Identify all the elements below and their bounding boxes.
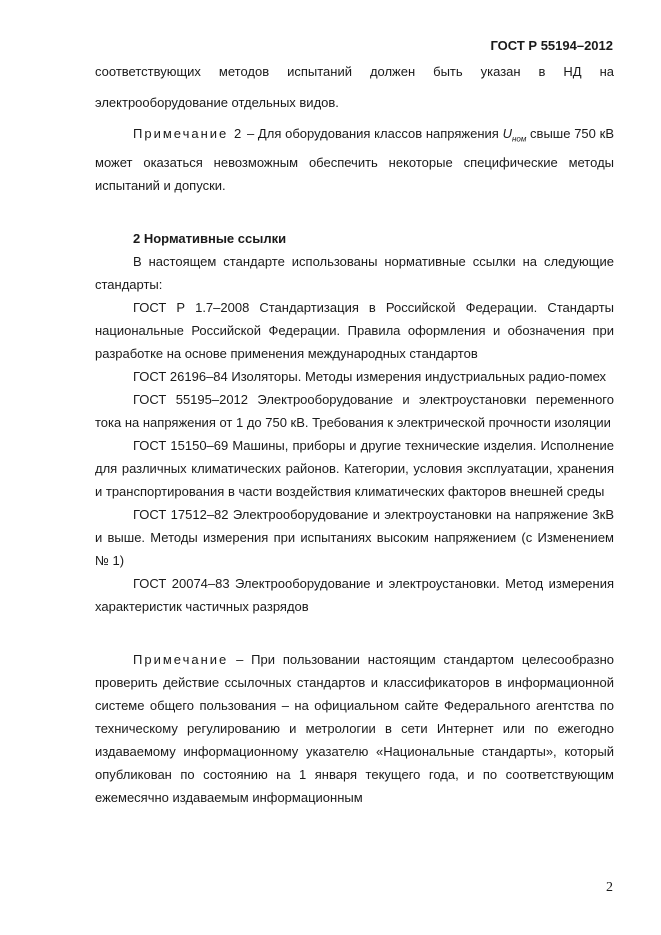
u-nom-base: U — [502, 126, 512, 141]
page-number: 2 — [606, 880, 613, 895]
note-2-text-before: – Для оборудования классов напряжения — [243, 126, 503, 141]
final-note-paragraph — [95, 648, 614, 809]
final-note-text: – При пользовании настоящим стандартом целесообразно проверить действие ссылочных стандартов и классификаторов в информационной системе общего пользования – на официальном сайте Федерального агентства по техническому регулированию и метрологии в сети Интернет или по ежегодно издаваемому информационному указателю «Национальные стандарты», который опубликован по состоянию на 1 января текущего года, и по соответствующим ежемесячно издаваемым информационным — [95, 651, 614, 805]
u-nom-subscript: ном — [511, 134, 527, 144]
ref-gost-20074: ГОСТ 20074–83 Электрооборудование и электроустановки. Метод измерения характеристик частичных разрядов — [95, 575, 614, 614]
document-header: ГОСТ Р 55194–2012 — [490, 38, 613, 53]
ref-gost-15150: ГОСТ 15150–69 Машины, приборы и другие технические изделия. Исполнение для различных климатических районов. Категории, условия эксплуатации, хранения и транспортирования в части воздействия климатических факторов внешней среды — [95, 437, 614, 499]
final-note-label: Примечание — [133, 651, 229, 667]
section-2-title: 2 Нормативные ссылки — [133, 230, 287, 246]
section-2-intro: В настоящем стандарте использованы нормативные ссылки на следующие стандарты: — [95, 253, 614, 292]
ref-gost-17512: ГОСТ 17512–82 Электрооборудование и электроустановки на напряжение 3кВ и выше. Методы измерения при испытаниях высоким напряжением (с Изменением № 1) — [95, 506, 614, 568]
document-body — [95, 60, 614, 809]
note-2-text-after: свыше 750 кВ может оказаться невозможным обеспечить некоторые специфические методы испытаний и допуски. — [95, 126, 614, 193]
intro-line-1: соответствующих методов испытаний должен быть указан в НД на — [95, 64, 614, 79]
ref-gost-r-1-7: ГОСТ Р 1.7–2008 Стандартизация в Российской Федерации. Стандарты национальные Российской Федерации. Правила оформления и обозначения при разработке на основе применения международных стандартов — [95, 299, 614, 361]
ref-gost-55195: ГОСТ 55195–2012 Электрооборудование и электроустановки переменного тока на напряжения от 1 до 750 кВ. Требования к электрической прочности изоляции — [95, 391, 614, 430]
note-2-label: Примечание 2 — [133, 126, 244, 141]
u-nom-symbol — [502, 126, 527, 144]
intro-line-2: электрооборудование отдельных видов. — [95, 95, 339, 110]
note-2-paragraph — [95, 122, 614, 197]
ref-gost-26196: ГОСТ 26196–84 Изоляторы. Методы измерения индустриальных радио-помех — [133, 368, 607, 384]
